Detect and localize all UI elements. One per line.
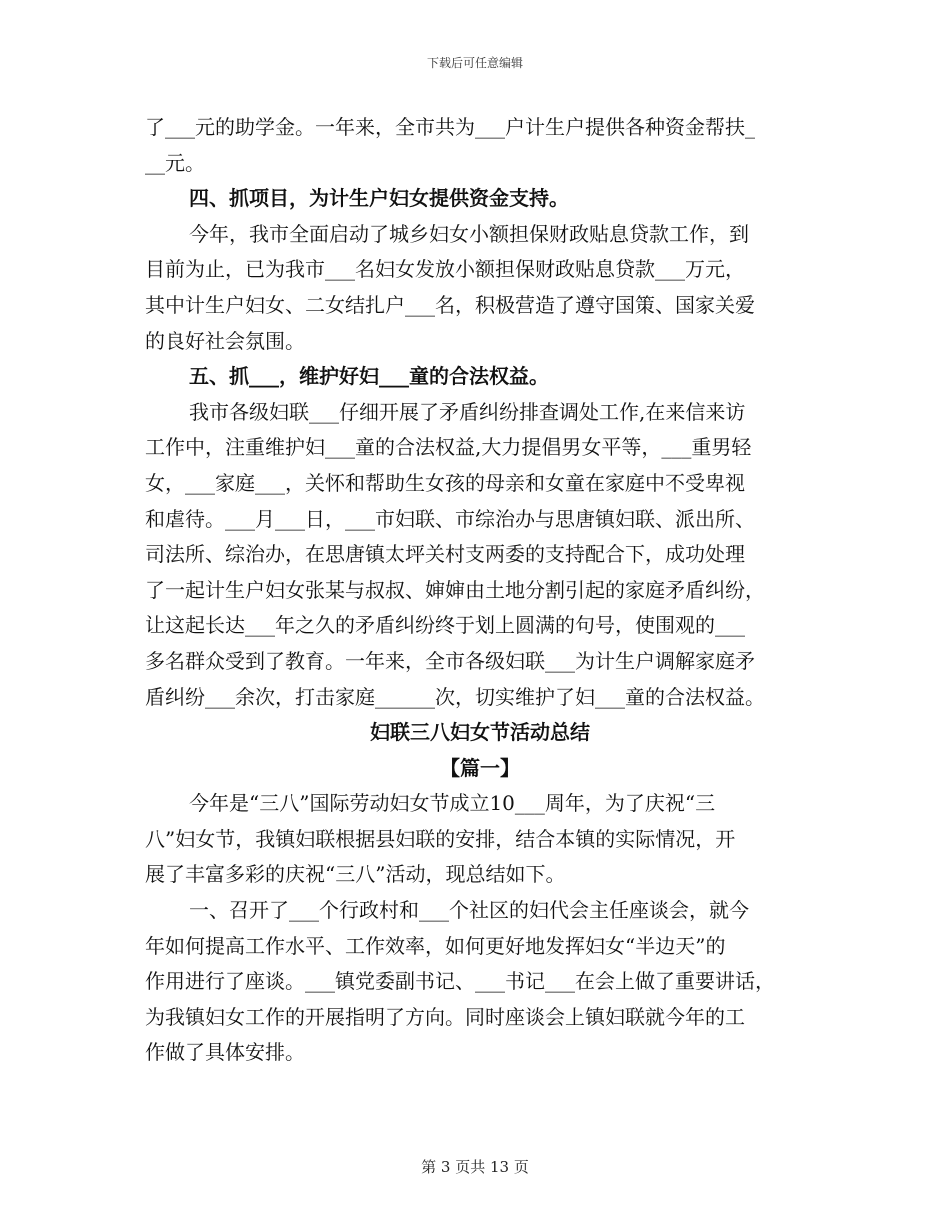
- paragraph-line: 工作中，注重维护妇___童的合法权益,大力提倡男女平等，___重男轻: [145, 435, 752, 460]
- paragraph-line: __元。: [145, 150, 205, 175]
- section-heading: 四、抓项目，为计生户妇女提供资金支持。: [189, 186, 569, 211]
- paragraph-line: 和虐待。___月___日，___市妇联、市综治办与思唐镇妇联、派出所、: [145, 506, 755, 531]
- paragraph-line: 的良好社会氛围。: [145, 328, 305, 353]
- document-body: [145, 110, 815, 1071]
- paragraph-line: 女，___家庭___，关怀和帮助生女孩的母亲和女童在家庭中不受卑视: [145, 470, 745, 495]
- paragraph-line: 了一起计生户妇女张某与叔叔、婶婶由土地分割引起的家庭矛盾纠纷，: [145, 577, 765, 602]
- paragraph-line: 一、召开了___个行政村和___个社区的妇代会主任座谈会，就今: [189, 898, 749, 923]
- paragraph-line: 目前为止，已为我市___名妇女发放小额担保财政贴息贷款___万元，: [145, 257, 745, 282]
- paragraph-line: 展了丰富多彩的庆祝“三八”活动，现总结如下。: [145, 862, 566, 887]
- page-footer: 第 3 页共 13 页: [421, 1158, 529, 1176]
- paragraph-line: 作做了具体安排。: [145, 1040, 305, 1065]
- paragraph-line: 今年是“三八”国际劳动妇女节成立10___周年，为了庆祝“三: [189, 791, 716, 816]
- section-heading: 五、抓___，维护好妇___童的合法权益。: [189, 364, 549, 389]
- section-label: 【篇一】: [440, 755, 520, 780]
- paragraph-line: 让这起长达___年之久的矛盾纠纷终于划上圆满的句号，使围观的___: [145, 613, 745, 638]
- paragraph-line: 多名群众受到了教育。一年来，全市各级妇联___为计生户调解家庭矛: [145, 648, 755, 673]
- paragraph-line: 为我镇妇女工作的开展指明了方向。同时座谈会上镇妇联就今年的工: [145, 1004, 745, 1029]
- page-header: 下载后可任意编辑: [426, 56, 523, 70]
- document-title: 妇联三八妇女节活动总结: [370, 720, 590, 745]
- paragraph-line: 我市各级妇联___仔细开展了矛盾纠纷排查调处工作,在来信来访: [189, 399, 746, 424]
- paragraph-line: 今年，我市全面启动了城乡妇女小额担保财政贴息贷款工作，到: [189, 221, 749, 246]
- paragraph-line: 年如何提高工作水平、工作效率，如何更好地发挥妇女“半边天”的: [145, 933, 726, 958]
- paragraph-line: 了___元的助学金。一年来，全市共为___户计生户提供各种资金帮扶_: [145, 115, 755, 139]
- paragraph-line: 司法所、综治办，在思唐镇太坪关村支两委的支持配合下，成功处理: [145, 542, 745, 567]
- paragraph-line: 作用进行了座谈。___镇党委副书记、___书记___在会上做了重要讲话，: [145, 969, 775, 994]
- paragraph-line: 其中计生户妇女、二女结扎户___名，积极营造了遵守国策、国家关爱: [145, 292, 755, 317]
- paragraph-line: 盾纠纷___余次，打击家庭______次，切实维护了妇___童的合法权益。: [145, 684, 765, 709]
- paragraph-line: 八”妇女节，我镇妇联根据县妇联的安排，结合本镇的实际情况，开: [145, 826, 736, 851]
